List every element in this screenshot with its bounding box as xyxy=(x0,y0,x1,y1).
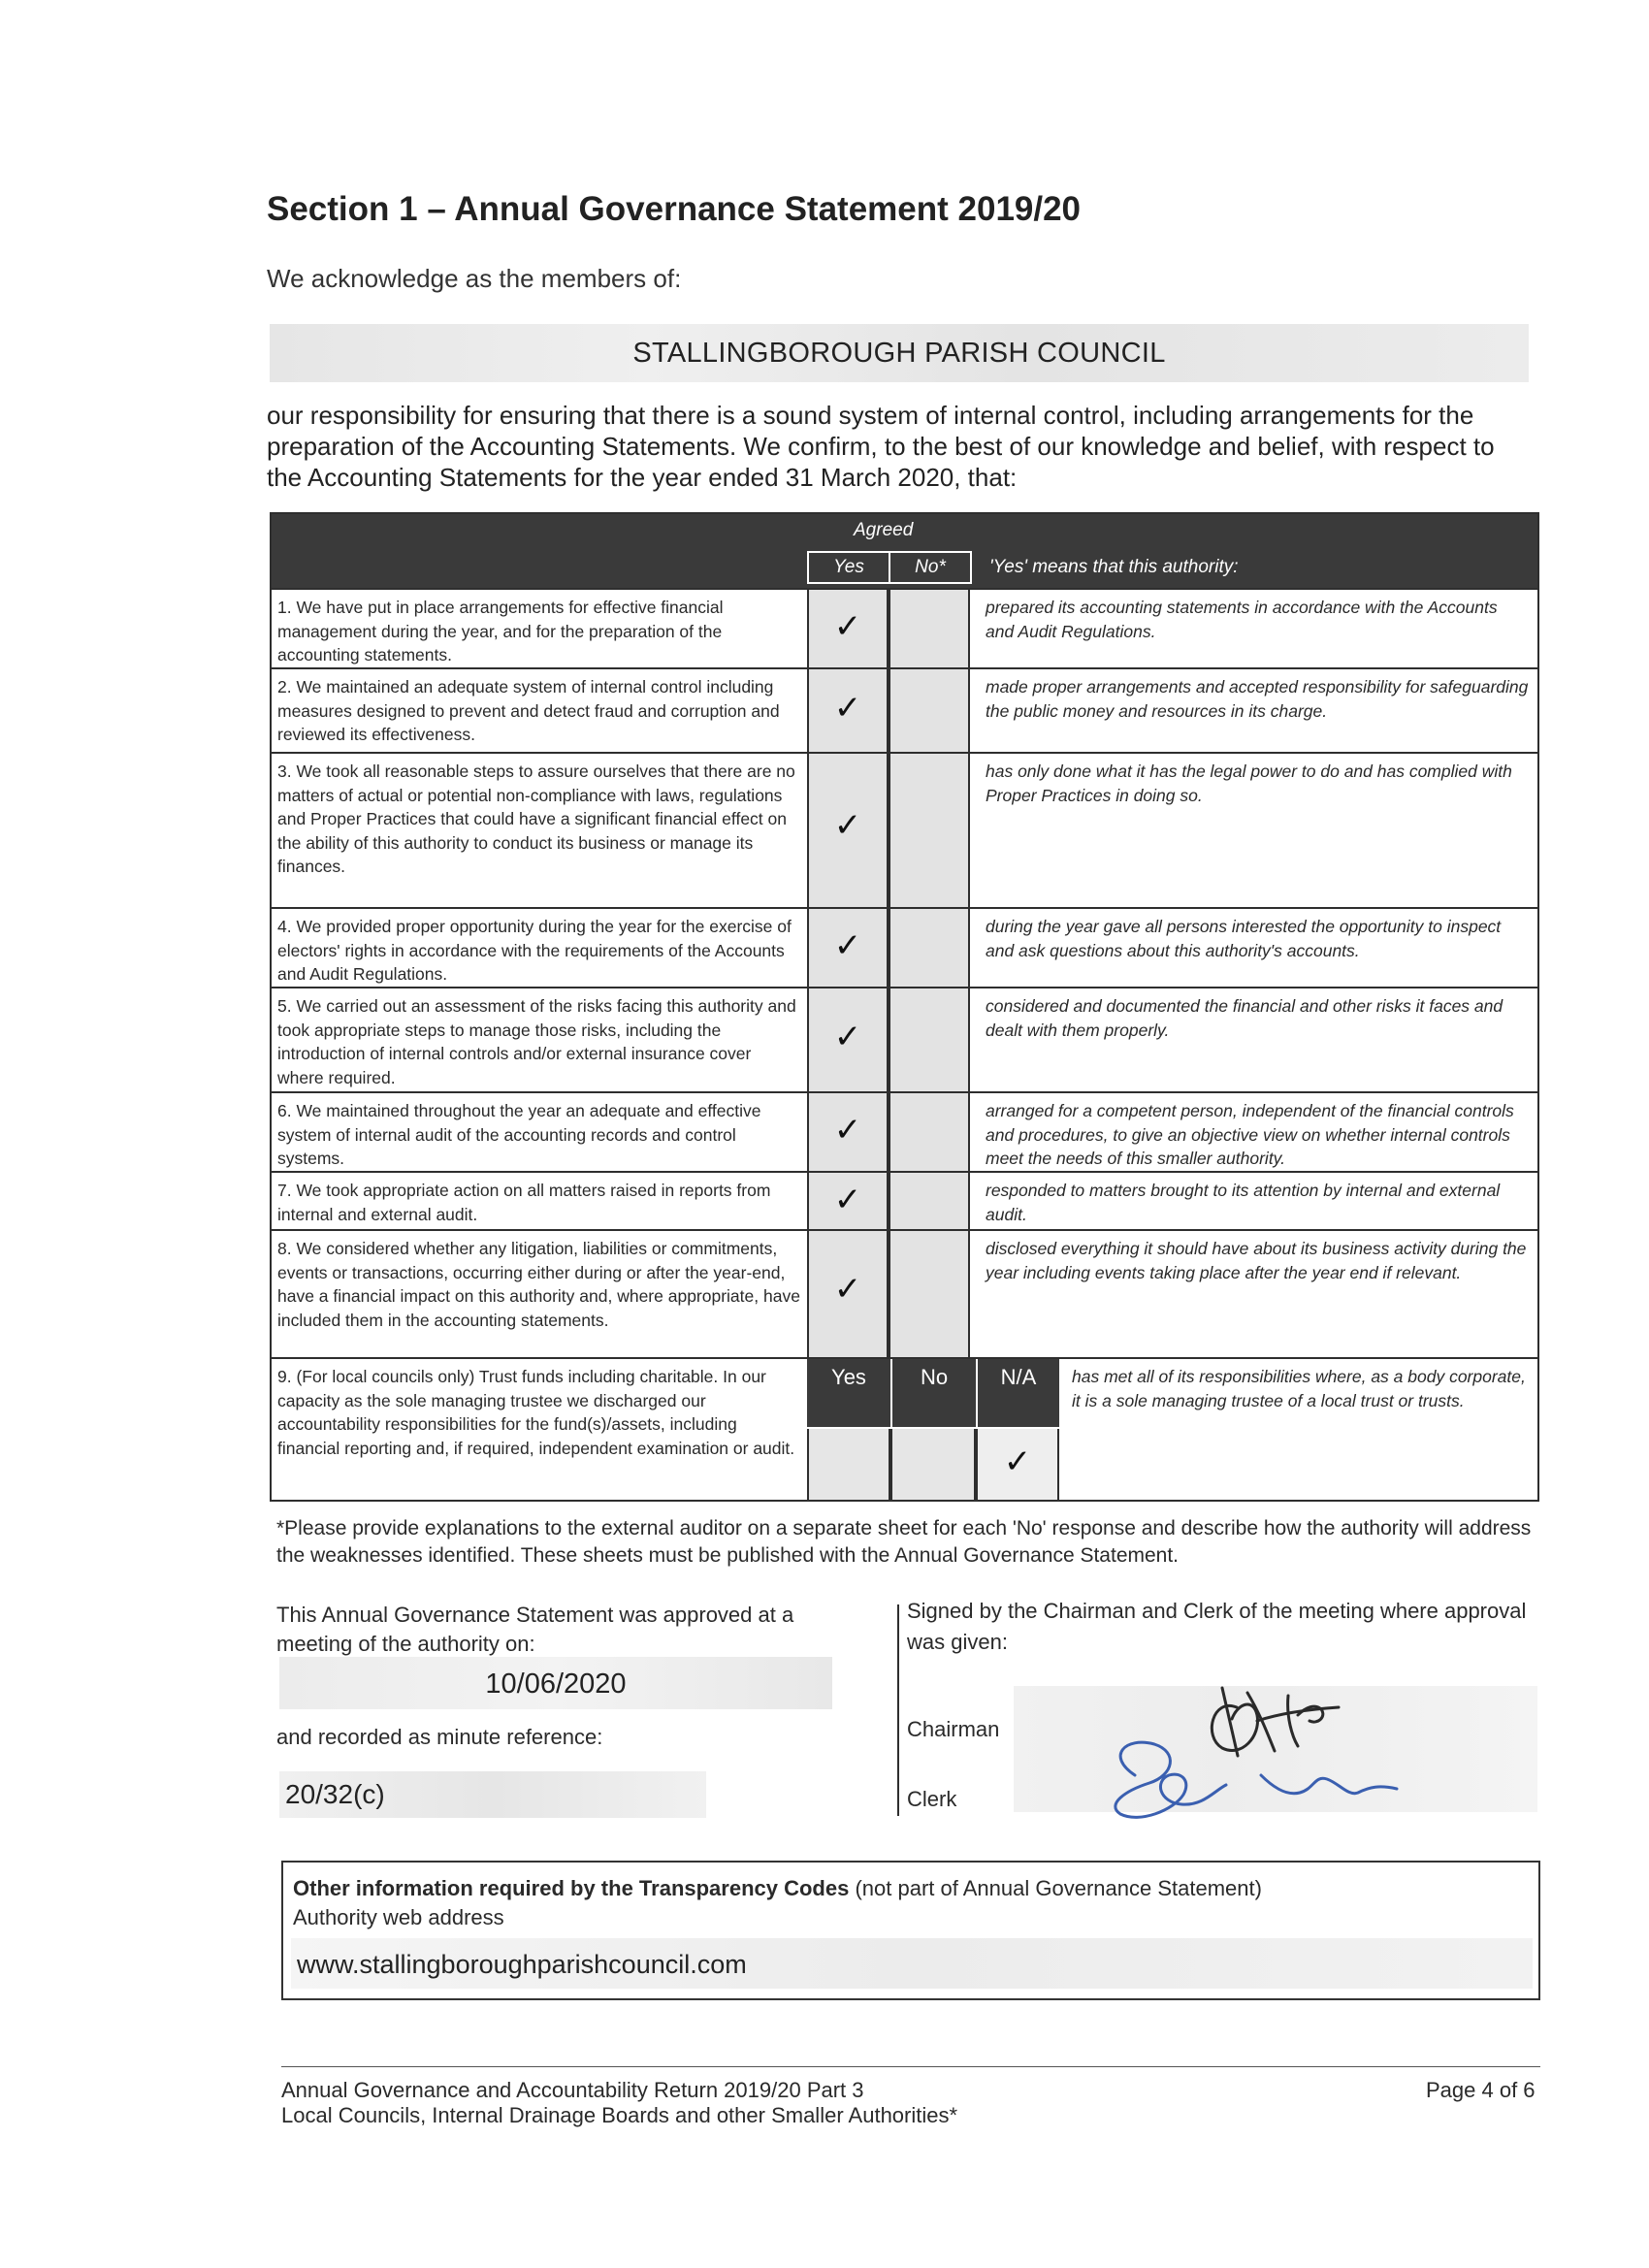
no-header: No* xyxy=(889,551,972,584)
check-icon: ✓ xyxy=(833,1270,862,1309)
footer-text xyxy=(281,2078,957,2128)
no-checkbox[interactable] xyxy=(889,669,970,752)
check-icon: ✓ xyxy=(833,1111,862,1150)
check-icon: ✓ xyxy=(833,607,862,646)
statement-text: 3. We took all reasonable steps to assure ourselves that there are no matters of actual or potential non-compliance with laws, regulations and Proper Practices that could have a significant financial effect on the ability of this authority to conduct its business or manage its finances. xyxy=(277,761,795,877)
check-icon: ✓ xyxy=(833,806,862,845)
yes-checkbox[interactable] xyxy=(807,909,889,987)
no-checkbox[interactable] xyxy=(889,754,970,907)
meaning-text: prepared its accounting statements in accordance with the Accounts and Audit Regulations. xyxy=(986,598,1498,641)
table-row xyxy=(272,667,1537,752)
statement-text: 9. (For local councils only) Trust funds including charitable. In our capacity as the sole managing trustee we discharged our accountability responsibilities for the fund(s)/assets, including financial reporting and, if required, independent examination or audit. xyxy=(277,1367,795,1458)
no-checkbox[interactable] xyxy=(889,1093,970,1171)
check-icon: ✓ xyxy=(833,926,862,965)
transparency-box xyxy=(281,1861,1540,2000)
signatures xyxy=(1067,1639,1455,1824)
footnote: *Please provide explanations to the external auditor on a separate sheet for each 'No' response and describe how the authority will address the weaknesses identified. These sheets must be published with the Annual Governance Statement. xyxy=(276,1517,1532,1567)
table-row xyxy=(272,588,1537,667)
web-address: www.stallingboroughparishcouncil.com xyxy=(297,1950,747,1979)
yes-checkbox[interactable] xyxy=(807,988,889,1091)
statement-text: 2. We maintained an adequate system of internal control including measures designed to prevent and detect fraud and corruption and reviewed its effectiveness. xyxy=(277,677,780,745)
table-row xyxy=(272,752,1537,907)
no-checkbox[interactable] xyxy=(889,909,970,987)
footer-divider xyxy=(281,2066,1540,2067)
chairman-label: Chairman xyxy=(907,1717,1000,1741)
table-row xyxy=(272,1229,1537,1357)
na-header-9: N/A xyxy=(978,1359,1059,1427)
yes-checkbox[interactable] xyxy=(807,1173,889,1229)
statement-text: 1. We have put in place arrangements for effective financial management during the year, and for the preparation of the accounting statements. xyxy=(277,598,724,665)
web-address-field xyxy=(291,1938,1533,1989)
governance-table xyxy=(270,512,1539,1502)
table-row-trust-funds xyxy=(272,1357,1537,1500)
meaning-text: has met all of its responsibilities where, as a body corporate, it is a sole managing trustee of a local trust or trusts. xyxy=(1072,1367,1526,1410)
check-icon: ✓ xyxy=(833,1181,862,1219)
meaning-text: disclosed everything it should have about its business activity during the year including events taking place after the year end if relevant. xyxy=(986,1239,1527,1282)
transparency-title: Other information required by the Transparency Codes (not part of Annual Governance Statement) xyxy=(293,1876,1262,1900)
statement-text: 7. We took appropriate action on all matters raised in reports from internal and external audit. xyxy=(277,1181,771,1224)
no-checkbox[interactable] xyxy=(889,590,970,667)
table-row xyxy=(272,907,1537,987)
meeting-date-field xyxy=(279,1657,832,1709)
yes-checkbox[interactable] xyxy=(807,669,889,752)
council-name-field xyxy=(270,324,1529,382)
minute-reference-field xyxy=(279,1771,706,1818)
table-header xyxy=(272,514,1537,588)
check-icon: ✓ xyxy=(833,1018,862,1056)
council-name: STALLINGBOROUGH PARISH COUNCIL xyxy=(632,338,1166,369)
signed-by-text: Signed by the Chairman and Clerk of the meeting where approval was given: xyxy=(907,1599,1527,1654)
meaning-text: during the year gave all persons interested the opportunity to inspect and ask questions about this authority's accounts. xyxy=(986,917,1502,960)
check-icon: ✓ xyxy=(1003,1442,1032,1481)
yes-checkbox[interactable] xyxy=(807,754,889,907)
table-row xyxy=(272,1091,1537,1171)
table-row xyxy=(272,987,1537,1091)
na-checkbox[interactable] xyxy=(976,1429,1059,1500)
no-checkbox[interactable] xyxy=(889,1231,970,1357)
agreed-header: Agreed xyxy=(854,520,914,540)
yes-header-9: Yes xyxy=(807,1359,890,1427)
meeting-date: 10/06/2020 xyxy=(485,1669,627,1700)
no-checkbox[interactable] xyxy=(889,1173,970,1229)
yes-checkbox[interactable] xyxy=(807,1231,889,1357)
meaning-text: arranged for a competent person, independent of the financial controls and procedures, to give an objective view on whether internal controls meet the needs of this smaller authority. xyxy=(986,1101,1514,1169)
page-number: Page 4 of 6 xyxy=(1426,2078,1536,2102)
yes-checkbox[interactable] xyxy=(807,1429,890,1500)
divider xyxy=(897,1604,899,1816)
approved-text: This Annual Governance Statement was approved at a meeting of the authority on: xyxy=(276,1603,794,1656)
no-checkbox[interactable] xyxy=(889,988,970,1091)
chairman-signature xyxy=(1212,1688,1339,1756)
web-address-label: Authority web address xyxy=(293,1905,504,1929)
acknowledge-text: We acknowledge as the members of: xyxy=(267,264,682,293)
no-checkbox[interactable] xyxy=(890,1429,976,1500)
statement-text: 6. We maintained throughout the year an adequate and effective system of internal audit of the accounting records and control systems. xyxy=(277,1101,761,1169)
clerk-label: Clerk xyxy=(907,1787,957,1811)
meaning-text: made proper arrangements and accepted responsibility for safeguarding the public money and resources in its charge. xyxy=(986,677,1529,721)
statement-text: 8. We considered whether any litigation, liabilities or commitments, events or transactions, occurring either during or after the year-end, have a financial impact on this authority and, where appropriate, have included them in the accounting statements. xyxy=(277,1239,800,1330)
yes-checkbox[interactable] xyxy=(807,590,889,667)
no-header-9: No xyxy=(892,1359,976,1427)
minute-reference-label: and recorded as minute reference: xyxy=(276,1725,603,1749)
page-title: Section 1 – Annual Governance Statement 2019/20 xyxy=(267,190,1082,228)
table-row xyxy=(272,1171,1537,1229)
meaning-text: has only done what it has the legal power to do and has complied with Proper Practices in doing so. xyxy=(986,761,1512,805)
means-header: 'Yes' means that this authority: xyxy=(989,557,1239,577)
meaning-text: responded to matters brought to its attention by internal and external audit. xyxy=(986,1181,1501,1224)
clerk-signature xyxy=(1116,1742,1397,1817)
footer-line-2: Local Councils, Internal Drainage Boards and other Smaller Authorities* xyxy=(281,2103,958,2127)
meaning-text: considered and documented the financial and other risks it faces and dealt with them properly. xyxy=(986,996,1504,1040)
minute-reference: 20/32(c) xyxy=(285,1779,385,1809)
statement-text: 5. We carried out an assessment of the risks facing this authority and took appropriate steps to manage those risks, including the introduction of internal controls and/or external insurance cover where required. xyxy=(277,996,796,1087)
yes-header: Yes xyxy=(807,551,890,584)
yes-checkbox[interactable] xyxy=(807,1093,889,1171)
intro-paragraph: our responsibility for ensuring that there is a sound system of internal control, including arrangements for the preparation of the Accounting Statements. We confirm, to the best of our knowledge and belief, with respect to the Accounting Statements for the year ended 31 March 2020, that: xyxy=(267,401,1495,492)
statement-text: 4. We provided proper opportunity during the year for the exercise of electors' rights in accordance with the requirements of the Accounts and Audit Regulations. xyxy=(277,917,792,985)
footer-line-1: Annual Governance and Accountability Return 2019/20 Part 3 xyxy=(281,2078,864,2102)
check-icon: ✓ xyxy=(833,689,862,728)
